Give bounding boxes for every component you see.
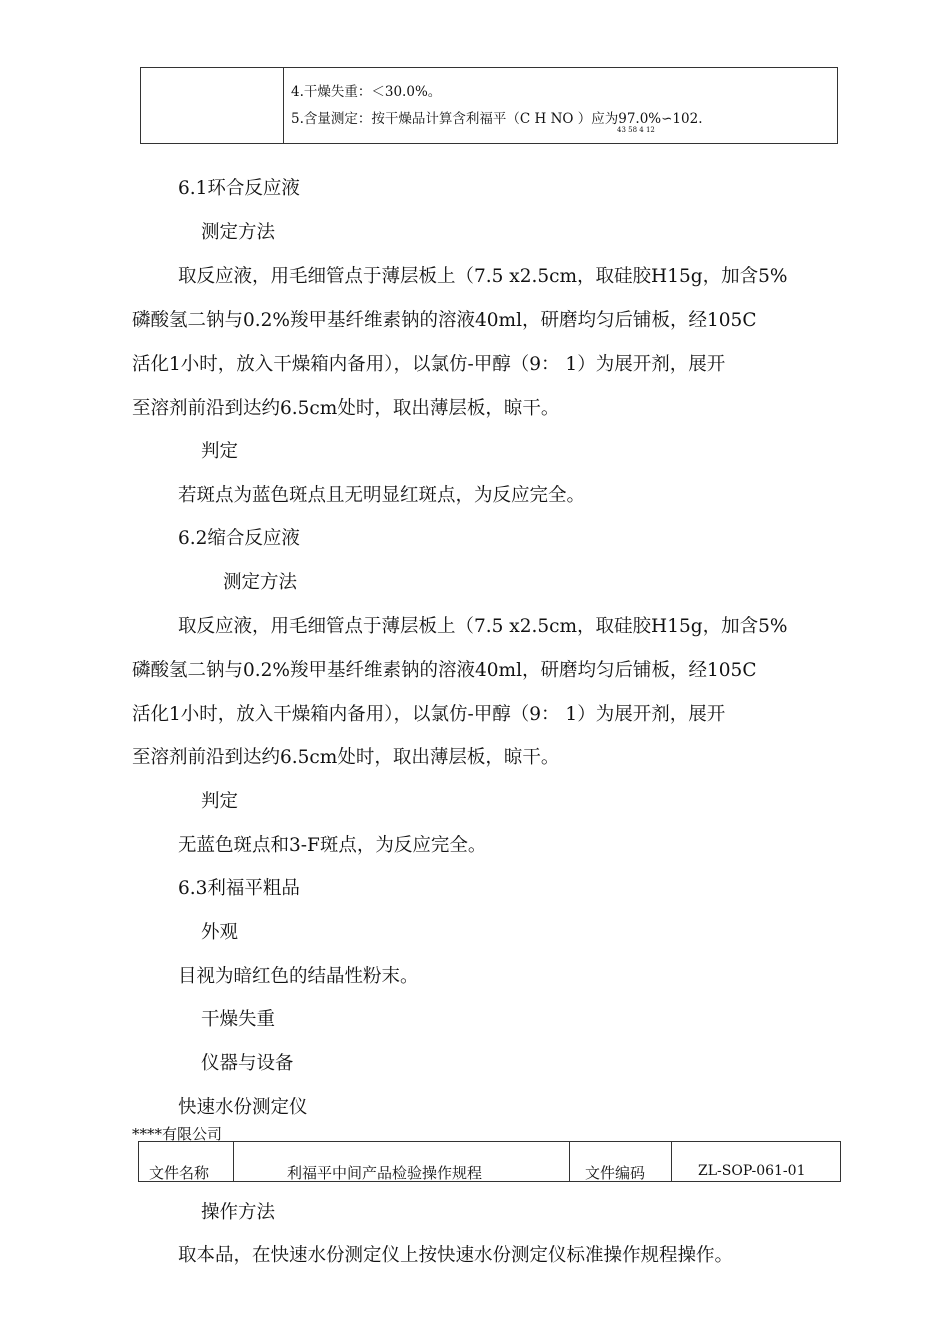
spec-line-4: 4.干燥失重：＜30.0%。 bbox=[291, 84, 442, 100]
footer-bottom-border bbox=[138, 1181, 841, 1182]
section-6-2-heading: 6.2缩合反应液 bbox=[178, 528, 300, 549]
section-6-1-method-line: 磷酸氢二钠与0.2%羧甲基纤维素钠的溶液40ml，研磨均匀后铺板，经105C bbox=[132, 310, 757, 331]
section-6-2-method-line: 取反应液，用毛细管点于薄层板上（7.5 x2.5cm，取硅胶H15g，加含5% bbox=[178, 616, 788, 637]
section-6-3-appearance-heading: 外观 bbox=[201, 922, 239, 943]
company-name: ****有限公司 bbox=[132, 1125, 223, 1143]
section-6-3-instrument-text: 快速水份测定仪 bbox=[178, 1097, 308, 1118]
section-6-1-heading: 6.1环合反应液 bbox=[178, 178, 300, 199]
section-6-2-method-line: 活化1小时，放入干燥箱内备用），以氯仿-甲醇（9： 1）为展开剂，展开 bbox=[132, 704, 726, 725]
section-6-1-method-line: 活化1小时，放入干燥箱内备用），以氯仿-甲醇（9： 1）为展开剂，展开 bbox=[132, 354, 726, 375]
section-6-2-method-heading: 测定方法 bbox=[223, 572, 298, 593]
section-6-2-method-line: 至溶剂前沿到达约6.5cm处时，取出薄层板，晾干。 bbox=[132, 747, 560, 768]
section-6-1-judge-text: 若斑点为蓝色斑点且无明显红斑点，为反应完全。 bbox=[178, 485, 586, 506]
footer-doc-table bbox=[138, 1141, 841, 1181]
section-6-1-method-line: 取反应液，用毛细管点于薄层板上（7.5 x2.5cm，取硅胶H15g，加含5% bbox=[178, 266, 788, 287]
operation-text: 取本品，在快速水份测定仪上按快速水份测定仪标准操作规程操作。 bbox=[178, 1245, 734, 1266]
operation-heading: 操作方法 bbox=[201, 1202, 276, 1223]
section-6-3-drying-heading: 干燥失重 bbox=[201, 1009, 276, 1030]
doc-name-value: 利福平中间产品检验操作规程 bbox=[287, 1164, 483, 1182]
footer-divider bbox=[569, 1142, 570, 1181]
section-6-1-method-heading: 测定方法 bbox=[201, 222, 276, 243]
footer-divider bbox=[671, 1142, 672, 1181]
section-6-3-appearance-text: 目视为暗红色的结晶性粉末。 bbox=[178, 966, 419, 987]
section-6-2-judge-heading: 判定 bbox=[201, 791, 239, 812]
spec-line-5: 5.含量测定：按干燥品计算含利福平（C H NO ）应为97.0%∽102. bbox=[291, 111, 703, 127]
section-6-1-judge-heading: 判定 bbox=[201, 441, 239, 462]
section-6-2-judge-text: 无蓝色斑点和3-F斑点，为反应完全。 bbox=[178, 835, 487, 856]
section-6-3-heading: 6.3利福平粗品 bbox=[178, 878, 300, 899]
footer-divider bbox=[233, 1142, 234, 1181]
spec-table bbox=[140, 67, 838, 144]
section-6-3-instrument-heading: 仪器与设备 bbox=[201, 1053, 294, 1074]
doc-name-label: 文件名称 bbox=[149, 1164, 210, 1182]
section-6-1-method-line: 至溶剂前沿到达约6.5cm处时，取出薄层板，晾干。 bbox=[132, 398, 560, 419]
section-6-2-method-line: 磷酸氢二钠与0.2%羧甲基纤维素钠的溶液40ml，研磨均匀后铺板，经105C bbox=[132, 660, 757, 681]
doc-code-label: 文件编码 bbox=[585, 1164, 646, 1182]
spec-table-divider bbox=[283, 68, 284, 143]
formula-subscripts: 43 58 4 12 bbox=[617, 126, 655, 134]
doc-code-value: ZL-SOP-061-01 bbox=[698, 1163, 806, 1179]
